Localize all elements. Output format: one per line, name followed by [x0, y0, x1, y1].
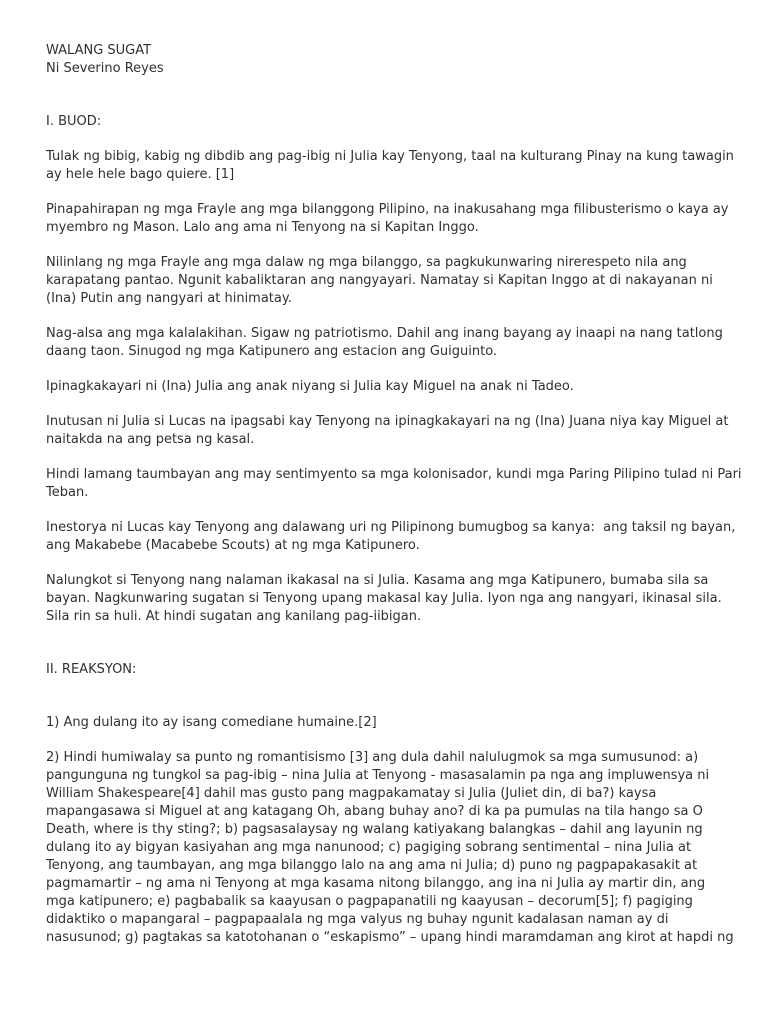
paragraph-line: nasusunod; g) pagtakas sa katotohanan o “eskapismo” – upang hindi maramdaman ang kirot at hapdi ng	[46, 930, 734, 945]
paragraph-line: bayan. Nagkunwaring sugatan si Tenyong upang makasal kay Julia. Iyon nga ang nangyari, ikinasal sila.	[46, 591, 722, 606]
paragraph-line: Tulak ng bibig, kabig ng dibdib ang pag-ibig ni Julia kay Tenyong, taal na kulturang Pinay na kung tawagin	[46, 149, 734, 164]
paragraph-line: didaktiko o mapangaral – pagpapaalala ng mga valyus ng buhay ngunit kadalasan naman ay di	[46, 912, 669, 927]
paragraph	[46, 466, 742, 502]
document-author: Ni Severino Reyes	[46, 61, 164, 76]
paragraph-line: Nalungkot si Tenyong nang nalaman ikakasal na si Julia. Kasama ang mga Katipunero, bumaba sila sa	[46, 573, 709, 588]
paragraph-line: Nag-alsa ang mga kalalakihan. Sigaw ng patriotismo. Dahil ang inang bayang ay inaapi na nang tatlong	[46, 326, 723, 341]
paragraph-line: naitakda na ang petsa ng kasal.	[46, 432, 255, 447]
paragraph-line: 2) Hindi humiwalay sa punto ng romantisismo [3] ang dula dahil nalulugmok sa mga sumusunod: a)	[46, 750, 699, 765]
section-heading-buod: I. BUOD:	[46, 114, 102, 129]
paragraph-line: dulang ito ay bigyan kasiyahan ang mga nanunood; c) pagiging sobrang sentimental – nina Julia at	[46, 840, 692, 855]
paragraph	[46, 325, 736, 361]
paragraph-line: mapangasawa si Miguel at ang katagang Oh, abang buhay ano? di ka pa pumulas na tila hango sa O	[46, 804, 703, 819]
paragraph-line: Inutusan ni Julia si Lucas na ipagsabi kay Tenyong na ipinagkakayari na ng (Ina) Juana niya kay Miguel at	[46, 414, 729, 429]
paragraph	[46, 201, 736, 237]
paragraph	[46, 519, 736, 555]
paragraph-line: Pinapahirapan ng mga Frayle ang mga bilanggong Pilipino, na inakusahang mga filibusterismo o kaya ay	[46, 202, 729, 217]
paragraph	[46, 572, 736, 626]
document-header	[46, 42, 736, 78]
paragraph-line: myembro ng Mason. Lalo ang ama ni Tenyong na si Kapitan Inggo.	[46, 220, 479, 235]
section-heading-reaksyon: II. REAKSYON:	[46, 662, 137, 677]
paragraph-line: 1) Ang dulang ito ay isang comediane humaine.[2]	[46, 715, 377, 730]
paragraph-line: Hindi lamang taumbayan ang may sentimyento sa mga kolonisador, kundi mga Paring Pilipino tulad ni Pari	[46, 467, 742, 482]
paragraph-line: ay hele hele bago quiere. [1]	[46, 167, 235, 182]
paragraph-line: Ipinagkakayari ni (Ina) Julia ang anak niyang si Julia kay Miguel na anak ni Tadeo.	[46, 379, 574, 394]
paragraph-line: pangunguna ng tungkol sa pag-ibig – nina Julia at Tenyong - masasalamin pa nga ang impluwensya ni	[46, 768, 710, 783]
paragraph-line: Sila rin sa huli. At hindi sugatan ang kanilang pag-iibigan.	[46, 609, 422, 624]
paragraph-line: mga katipunero; e) pagbabalik sa kaayusan o pagpapanatili ng kaayusan – decorum[5]; f) pagiging	[46, 894, 693, 909]
paragraph-line: Inestorya ni Lucas kay Tenyong ang dalawang uri ng Pilipinong bumugbog sa kanya: ang taksil ng bayan,	[46, 520, 736, 535]
paragraph-line: Teban.	[46, 485, 89, 500]
paragraph-line: Tenyong, ang taumbayan, ang mga bilanggo lalo na ang ama ni Julia; d) puno ng pagpapakasakit at	[46, 858, 698, 873]
paragraph	[46, 714, 736, 732]
paragraph	[46, 378, 736, 396]
paragraph-line: pagmamartir – ng ama ni Tenyong at mga kasama nitong bilanggo, ang ina ni Julia ay martir din, ang	[46, 876, 706, 891]
paragraph-line: ang Makabebe (Macabebe Scouts) at ng mga Katipunero.	[46, 538, 420, 553]
paragraph-line: daang taon. Sinugod ng mga Katipunero ang estacion ang Guiguinto.	[46, 344, 498, 359]
paragraph-line: karapatang pantao. Ngunit kabaliktaran ang nangyayari. Namatay si Kapitan Inggo at di nakayanan ni	[46, 273, 713, 288]
paragraph	[46, 148, 736, 184]
paragraph	[46, 413, 736, 449]
paragraph	[46, 254, 736, 308]
paragraph-line: Nilinlang ng mga Frayle ang mga dalaw ng mga bilanggo, sa pagkukunwaring nirerespeto nila ang	[46, 255, 687, 270]
paragraph-line: (Ina) Putin ang nangyari at hinimatay.	[46, 291, 292, 306]
document-title: WALANG SUGAT	[46, 43, 152, 58]
paragraph-line: William Shakespeare[4] dahil mas gusto pang magpakamatay si Julia (Juliet din, di ba?) kaysa	[46, 786, 657, 801]
paragraph	[46, 749, 736, 947]
document-page	[46, 42, 742, 947]
paragraph-line: Death, where is thy sting?; b) pagsasalaysay ng walang katiyakang balangkas – dahil ang layunin ng	[46, 822, 703, 837]
